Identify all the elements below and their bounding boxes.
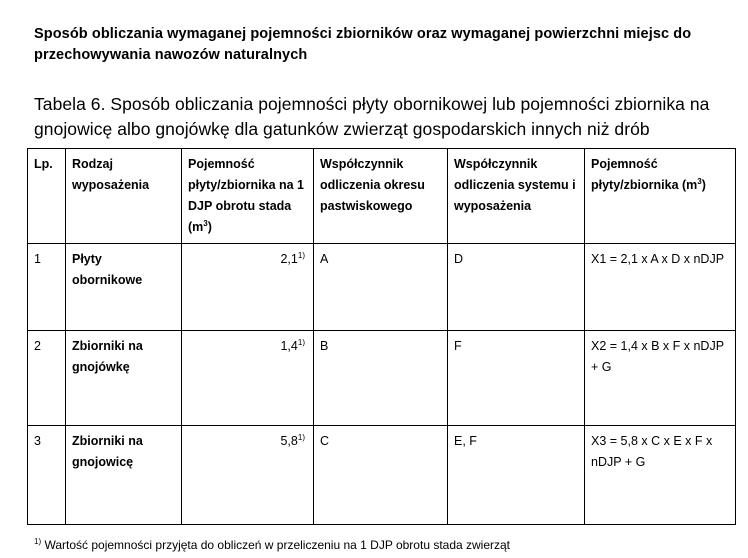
footnote (34, 538, 734, 552)
cell-value: 5,8$^{1)}$ (182, 426, 314, 525)
cell-lp: 3 (28, 426, 66, 525)
cell-formula: X3 = 5,8 x C x E x F x nDJP + G (585, 426, 736, 525)
table-header-row (28, 149, 736, 244)
header-lp: Lp. (28, 149, 66, 244)
cell-formula: X1 = 2,1 x A x D x nDJP (585, 244, 736, 331)
cell-system: D (448, 244, 585, 331)
cell-okres: B (314, 331, 448, 426)
cell-okres: A (314, 244, 448, 331)
footnote-mark: 1) (34, 538, 42, 546)
table-row (28, 331, 736, 426)
cell-system: E, F (448, 426, 585, 525)
calculation-table (27, 148, 736, 525)
cell-rodzaj: Zbiorniki na gnojowicę (66, 426, 182, 525)
header-wsp-okres: Współczynnik odliczenia okresu pastwiskowego (314, 149, 448, 244)
cell-formula: X2 = 1,4 x B x F x nDJP + G (585, 331, 736, 426)
cell-okres: C (314, 426, 448, 525)
table-caption: Tabela 6. Sposób obliczania pojemności płyty obornikowej lub pojemności zbiornika na gnojowicę albo gnojówkę dla gatunków zwierząt gospodarskich innych niż drób (34, 94, 710, 139)
cell-rodzaj: Płyty obornikowe (66, 244, 182, 331)
header-rodzaj: Rodzaj wyposażenia (66, 149, 182, 244)
cell-system: F (448, 331, 585, 426)
cell-rodzaj: Zbiorniki na gnojówkę (66, 331, 182, 426)
header-wsp-system: Współczynnik odliczenia systemu i wyposażenia (448, 149, 585, 244)
section-heading: Sposób obliczania wymaganej pojemności zbiorników oraz wymaganej powierzchni miejsc do przechowywania nawozów naturalnych (34, 26, 692, 63)
header-pojemnosc: Pojemność płyty/zbiornika $(m^3)$ (585, 149, 736, 244)
table-row (28, 244, 736, 331)
footnote-text: Wartość pojemności przyjęta do obliczeń w przeliczeniu na 1 DJP obrotu stada zwierząt (44, 538, 511, 552)
table-row (28, 426, 736, 525)
header-pojemnosc-djp: Pojemność płyty/zbiornika na 1 DJP obrotu stada $(m^3)$ (182, 149, 314, 244)
cell-value: 2,1$^{1)}$ (182, 244, 314, 331)
cell-lp: 2 (28, 331, 66, 426)
cell-value: 1,4$^{1)}$ (182, 331, 314, 426)
cell-lp: 1 (28, 244, 66, 331)
